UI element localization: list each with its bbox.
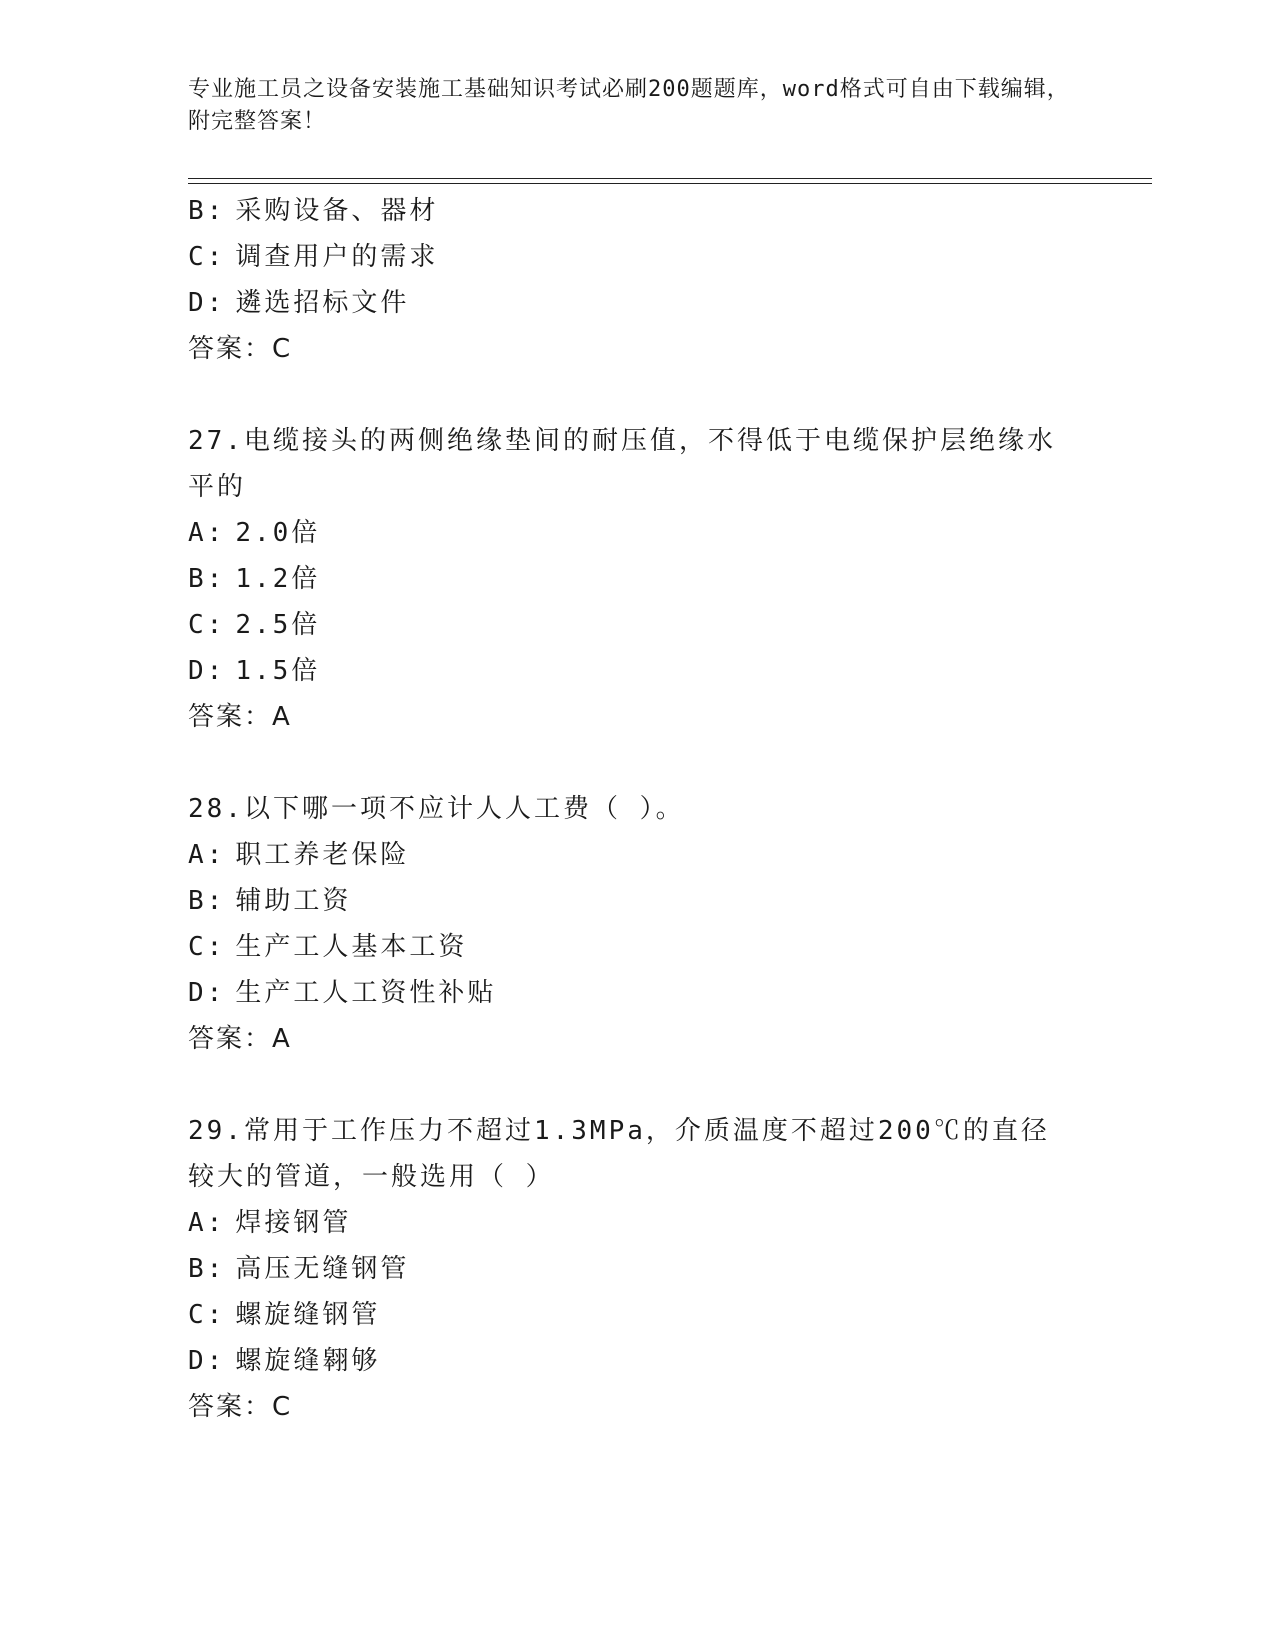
option-c: C: 生产工人基本工资	[188, 932, 468, 962]
option-a: A: 焊接钢管	[188, 1208, 352, 1238]
option-a: A: 2.0倍	[188, 518, 321, 548]
option-c: C: 调查用户的需求	[188, 242, 439, 272]
question-29	[188, 1108, 1088, 1430]
document-body	[188, 188, 1088, 1430]
question-text: 28.以下哪一项不应计人人工费（ ）。	[188, 794, 685, 824]
option-b: B: 高压无缝钢管	[188, 1254, 410, 1284]
question-28	[188, 786, 1088, 1062]
header-divider-bottom	[188, 183, 1152, 184]
answer-line: 答案：C	[188, 334, 293, 364]
question-26-continued	[188, 188, 1088, 372]
option-a: A: 职工养老保险	[188, 840, 410, 870]
option-d: D: 1.5倍	[188, 656, 321, 686]
document-title: 专业施工员之设备安装施工基础知识考试必刷200题题库，word格式可自由下载编辑，附完整答案！	[188, 77, 1070, 134]
option-d: D: 螺旋缝翱够	[188, 1346, 381, 1376]
question-text: 29.常用于工作压力不超过1.3MPa，介质温度不超过200℃的直径较大的管道，一般选用（ ）	[188, 1116, 1050, 1192]
question-text: 27.电缆接头的两侧绝缘垫间的耐压值，不得低于电缆保护层绝缘水平的	[188, 426, 1056, 502]
answer-line: 答案：A	[188, 1024, 292, 1054]
question-27	[188, 418, 1088, 740]
option-b: B: 1.2倍	[188, 564, 321, 594]
option-c: C: 螺旋缝钢管	[188, 1300, 381, 1330]
option-c: C: 2.5倍	[188, 610, 321, 640]
header-divider-top	[188, 178, 1152, 179]
answer-line: 答案：C	[188, 1392, 293, 1422]
option-b: B: 辅助工资	[188, 886, 352, 916]
answer-line: 答案：A	[188, 702, 292, 732]
option-d: D: 生产工人工资性补贴	[188, 978, 497, 1008]
document-header	[188, 74, 1088, 138]
option-d: D: 遴选招标文件	[188, 288, 410, 318]
option-b: B: 采购设备、器材	[188, 196, 439, 226]
